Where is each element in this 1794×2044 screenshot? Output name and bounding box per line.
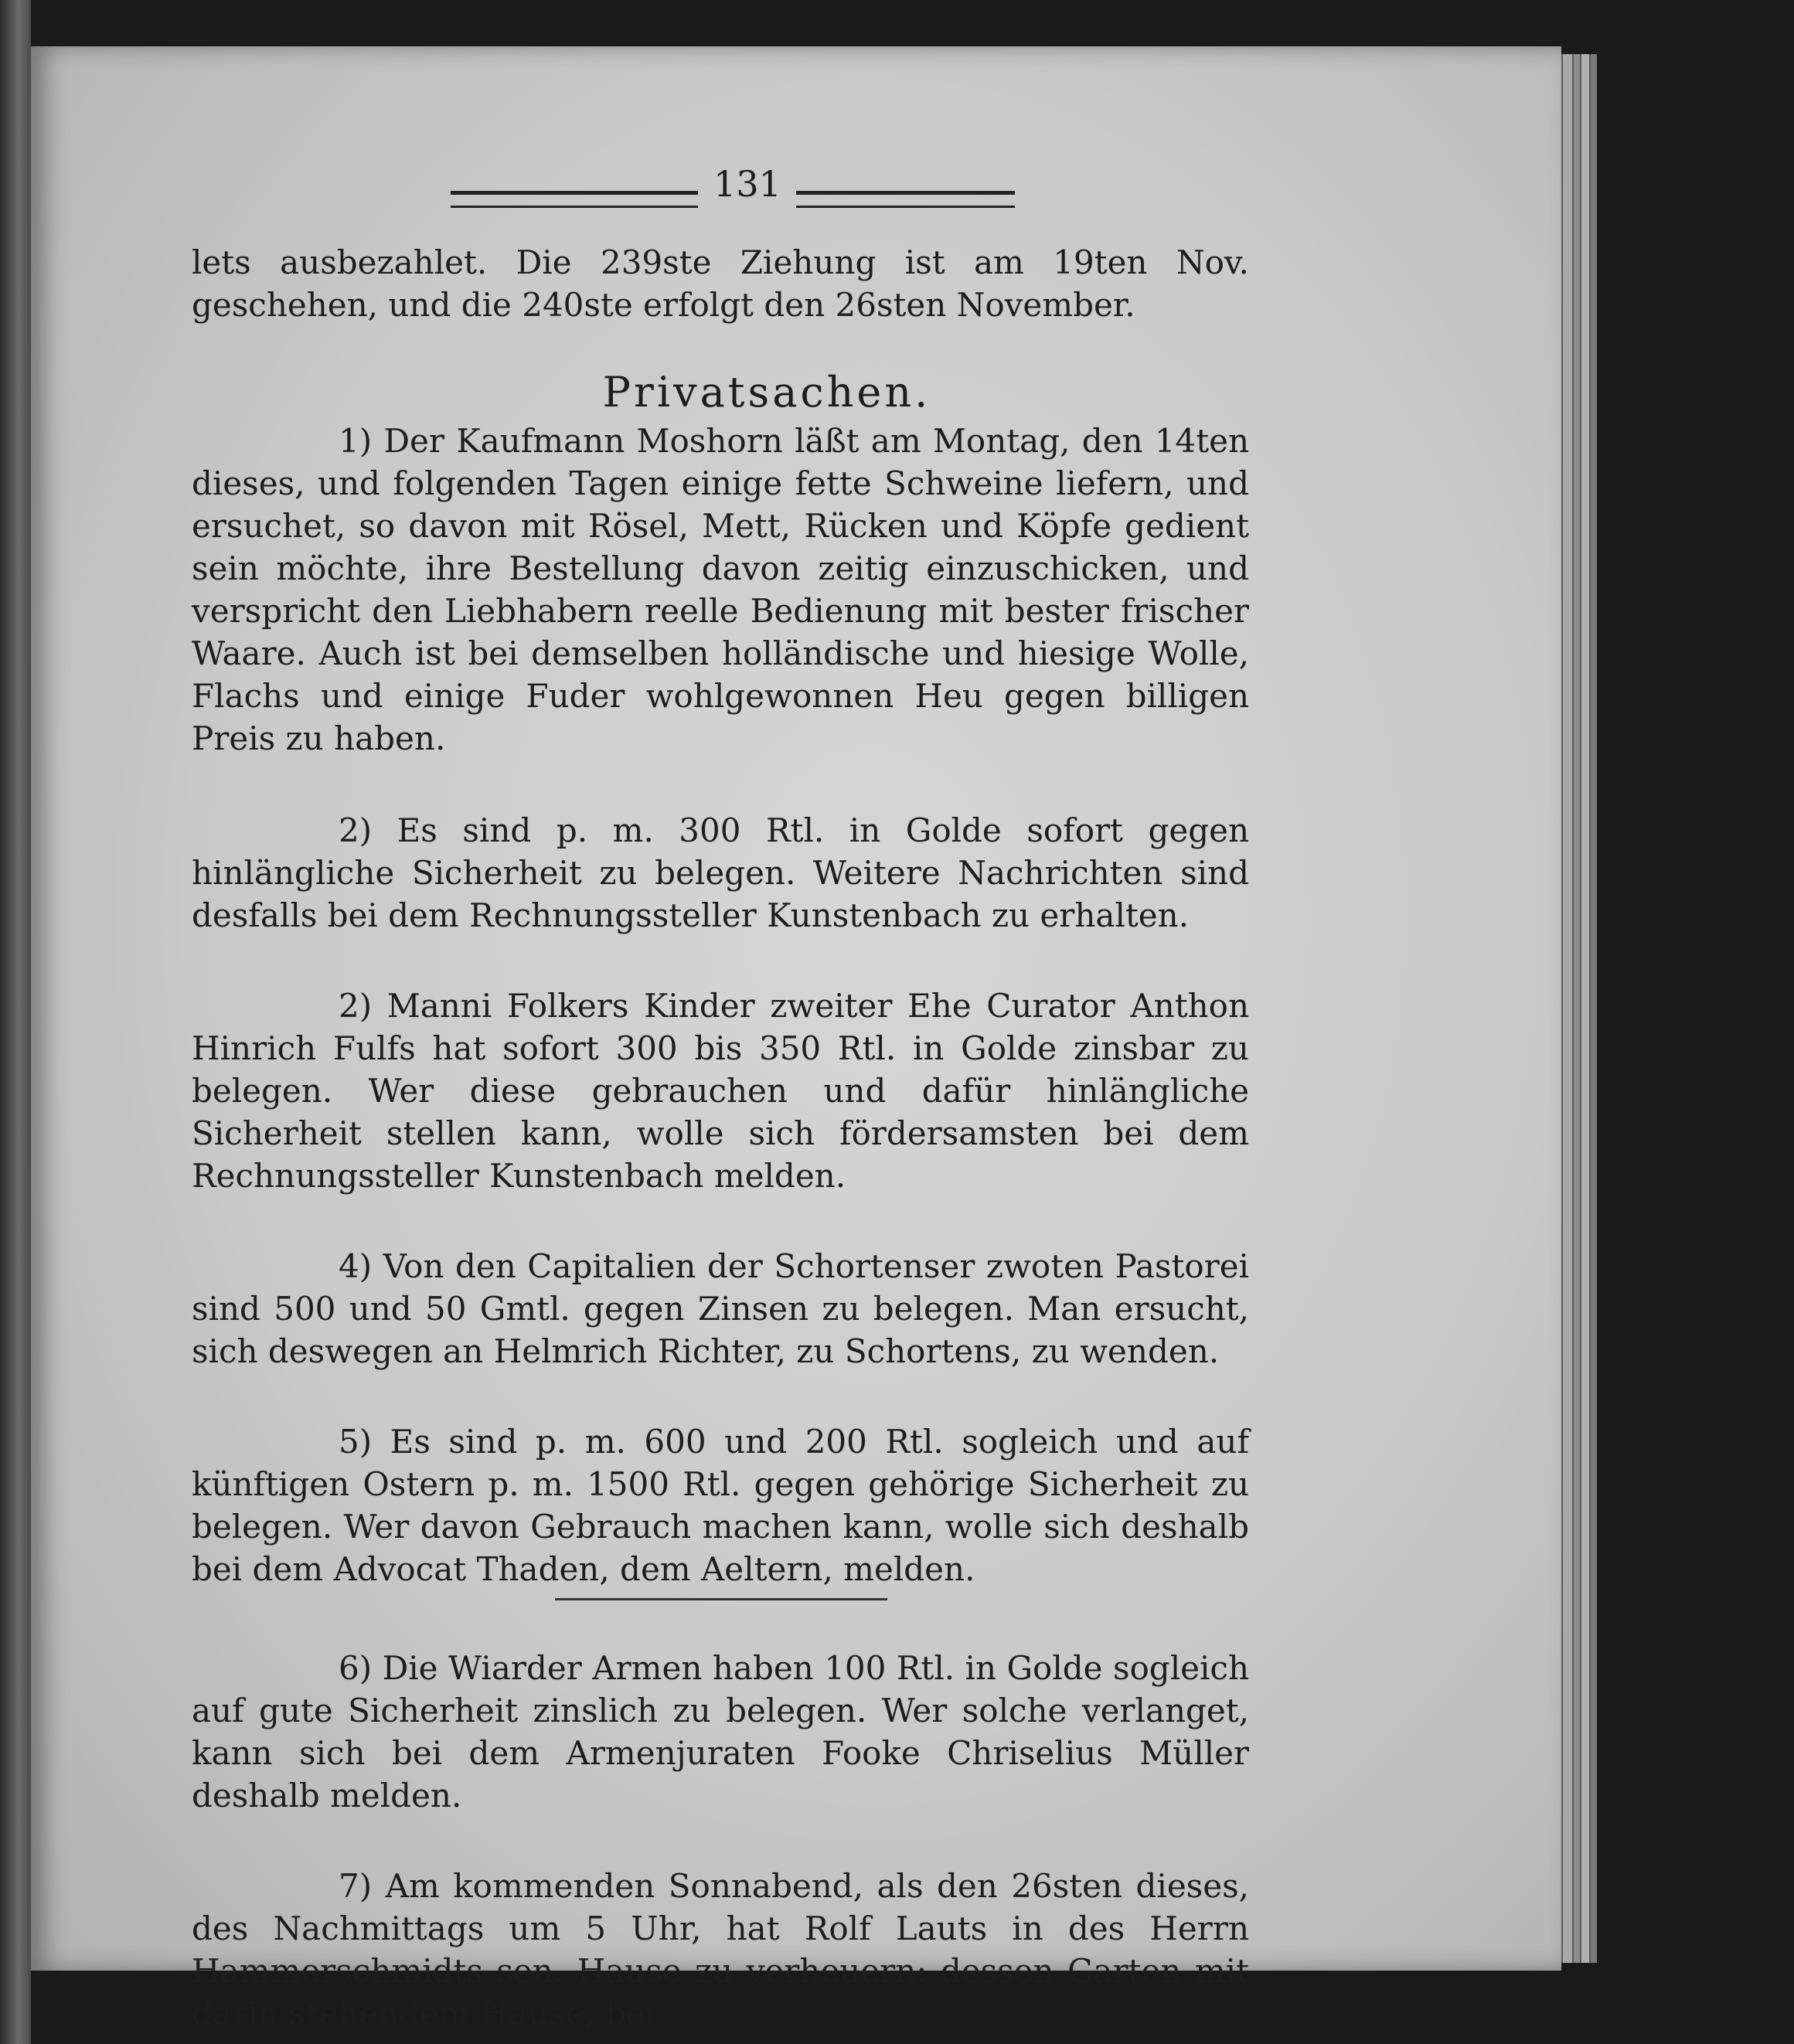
page-number: 131 [713,163,781,205]
page-stack-edge [1589,54,1597,1963]
entry-paragraph: 4) Von den Capitalien der Schortenser zwoten Pastorei sind 500 und 50 Gmtl. gegen Zinsen zu belegen. Man ersucht, sich deswegen an Helmrich Richter, zu Schortens, zu wenden. [192,1247,1249,1370]
continuation-paragraph: lets ausbezahlet. Die 239ste Ziehung ist am 19ten Nov. geschehen, und die 240ste erfolgt den 26sten November. [192,243,1249,324]
entry-paragraph: 5) Es sind p. m. 600 und 200 Rtl. sogleich und auf künftigen Ostern p. m. 1500 Rtl. gegen gehörige Sicherheit zu belegen. Wer davon Gebrauch machen kann, wolle sich deshalb bei dem Advocat Thaden, dem Aeltern, melden. [192,1423,1249,1588]
entry-paragraph: 7) Am kommenden Sonnabend, als den 26sten dieses, des Nachmittags um 5 Uhr, hat Rolf Lauts in des Herrn Hammerschmidts sen. Hause zu verheuern: dessen Garten mit darin stehendem Hause, bei [192,1867,1249,2032]
left-facing-page-edge [0,0,31,2044]
header-rule-right [796,191,1015,208]
entry-paragraph: 1) Der Kaufmann Moshorn läßt am Montag, den 14ten dieses, und folgenden Tagen einige fette Schweine liefern, und ersuchet, so davon mit Rösel, Mett, Rücken und Köpfe gedient sein möchte, ihre Bestellung davon zeitig einzuschicken, und verspricht den Liebhabern reelle Bedienung mit bester frischer Waare. Auch ist bei demselben holländische und hiesige Wolle, Flachs und einige Fuder wohlgewonnen Heu gegen billigen Preis zu haben. [192,422,1249,757]
separator-rule [555,1598,887,1600]
header-rule-left [451,191,698,208]
entry-paragraph: 2) Manni Folkers Kinder zweiter Ehe Curator Anthon Hinrich Fulfs hat sofort 300 bis 350 Rtl. in Golde zinsbar zu belegen. Wer diese gebrauchen und dafür hinlängliche Sicherheit stellen kann, wolle sich fördersamsten bei dem Rechnungssteller Kunstenbach melden. [192,987,1249,1195]
entry-paragraph: 6) Die Wiarder Armen haben 100 Rtl. in Golde sogleich auf gute Sicherheit zinslich zu belegen. Wer solche verlanget, kann sich bei dem Armenjuraten Fooke Chriselius Müller deshalb melden. [192,1649,1249,1814]
section-heading: Privatsachen. [602,368,931,417]
page-header [0,135,1794,205]
entry-paragraph: 2) Es sind p. m. 300 Rtl. in Golde sofort gegen hinlängliche Sicherheit zu belegen. Weitere Nachrichten sind desfalls bei dem Rechnungssteller Kunstenbach zu erhalten. [192,811,1249,934]
page-body [192,241,1249,2044]
